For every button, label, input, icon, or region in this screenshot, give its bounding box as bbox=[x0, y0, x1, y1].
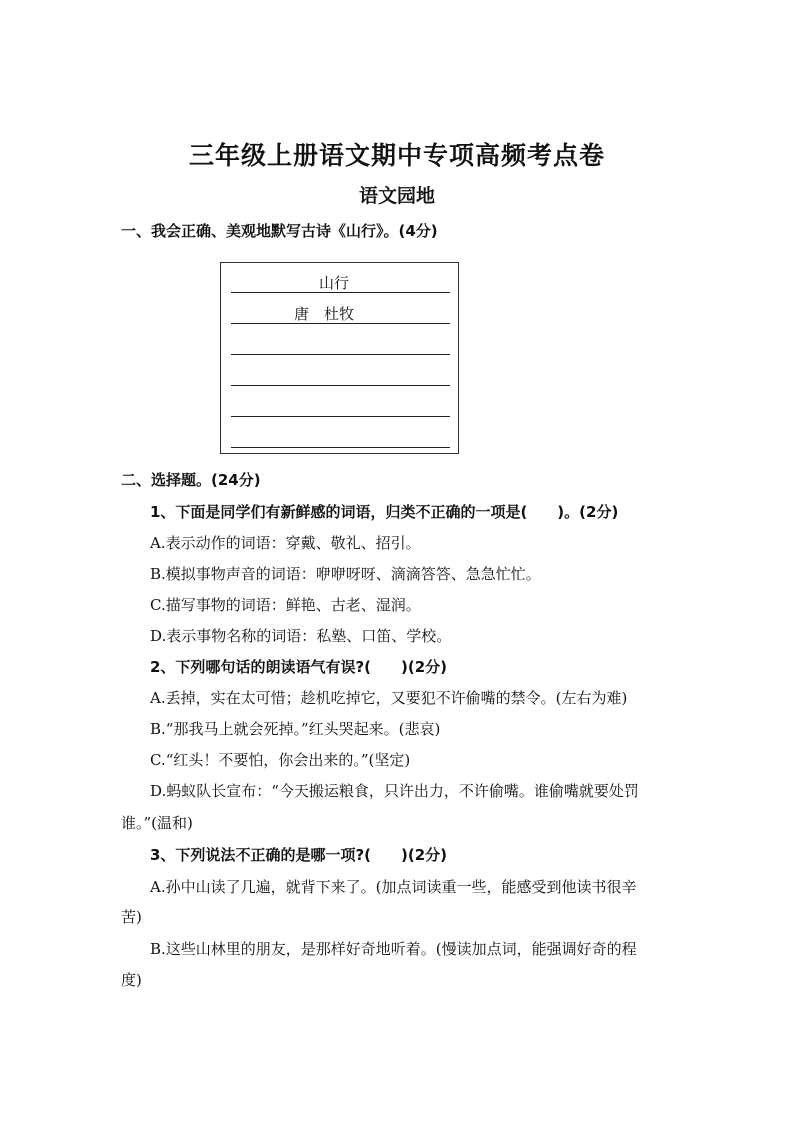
question-3-option-b: B.这些山林里的朋友，是那样好奇地听着。(慢读加点词，能强调好奇的程 bbox=[150, 940, 637, 958]
question-2-option-b: B.“那我马上就会死掉。”红头哭起来。(悲哀) bbox=[150, 720, 441, 738]
question-2-option-c: C.“红头！不要怕，你会出来的。”(坚定) bbox=[150, 751, 411, 769]
section2-heading: 二、选择题。(24分) bbox=[121, 471, 261, 489]
question-2-stem: 2、下列哪句话的朗读语气有误?( )(2分) bbox=[150, 658, 447, 676]
question-2-option-a: A.丢掉，实在太可惜；趁机吃掉它，又要犯不许偷嘴的禁令。(左右为难) bbox=[150, 689, 628, 707]
page-subtitle: 语文园地 bbox=[358, 185, 435, 207]
writing-line bbox=[231, 292, 450, 293]
writing-line bbox=[231, 354, 450, 355]
question-3-stem: 3、下列说法不正确的是哪一项?( )(2分) bbox=[150, 846, 447, 864]
poem-author: 唐 杜牧 bbox=[294, 305, 355, 323]
question-3-option-a: A.孙中山读了几遍，就背下来了。(加点词读重一些，能感受到他读书很辛 bbox=[150, 878, 637, 896]
question-3-option-b-continued: 度) bbox=[121, 971, 142, 989]
section1-heading: 一、我会正确、美观地默写古诗《山行》。(4分) bbox=[121, 222, 438, 240]
question-1-option-b: B.模拟事物声音的词语：咿咿呀呀、滴滴答答、急急忙忙。 bbox=[150, 565, 541, 583]
question-1-stem: 1、下面是同学们有新鲜感的词语，归类不正确的一项是( )。(2分) bbox=[150, 503, 619, 521]
question-1-option-c: C.描写事物的词语：鲜艳、古老、湿润。 bbox=[150, 596, 421, 614]
page-title: 三年级上册语文期中专项高频考点卷 bbox=[188, 141, 605, 170]
poem-writing-box bbox=[220, 262, 459, 454]
question-1-option-d: D.表示事物名称的词语：私塾、口笛、学校。 bbox=[150, 627, 452, 645]
writing-line bbox=[231, 385, 450, 386]
question-1-option-a: A.表示动作的词语：穿戴、敬礼、招引。 bbox=[150, 534, 421, 552]
question-2-option-d: D.蚂蚁队长宣布：“今天搬运粮食，只许出力，不许偷嘴。谁偷嘴就要处罚 bbox=[150, 782, 639, 800]
writing-line bbox=[231, 416, 450, 417]
question-3-option-a-continued: 苦) bbox=[121, 908, 142, 926]
writing-line bbox=[231, 323, 450, 324]
writing-line bbox=[231, 447, 450, 448]
poem-title: 山行 bbox=[319, 274, 350, 292]
question-2-option-d-continued: 谁。”(温和) bbox=[121, 814, 193, 832]
